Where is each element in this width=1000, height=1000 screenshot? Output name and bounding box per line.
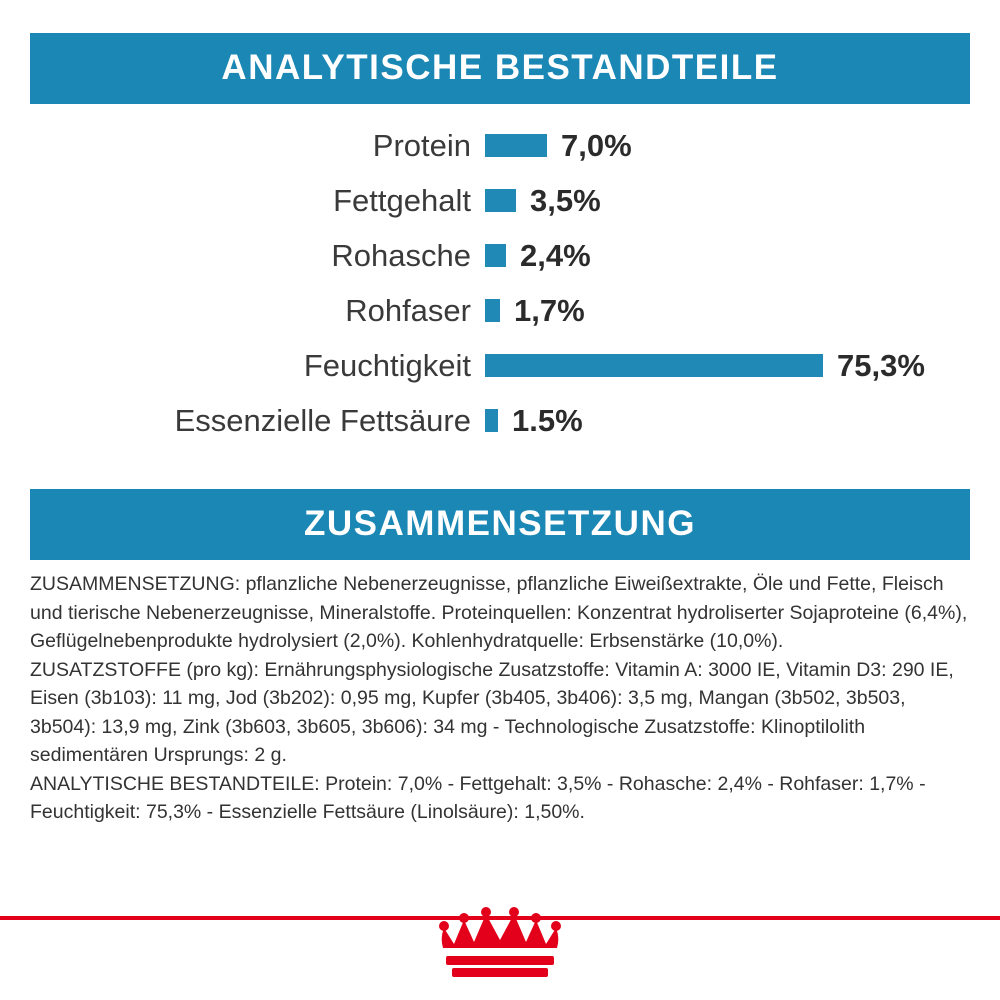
composition-paragraph: ZUSATZSTOFFE (pro kg): Ernährungsphysiologische Zusatzstoffe: Vitamin A: 3000 IE, Vitamin D3: 290 IE, Eisen (3b103): 11 mg, Jod (3b202): 0,95 mg, Kupfer (3b405, 3b406): 3,5 mg, Mangan (3b502, 3b503, 3b504): 13,9 mg, Zink (3b603, 3b605, 3b606): 34 mg - Technologische Zusatzstoffe: Klinoptilolith sedimentären Ursprungs: 2 g. xyxy=(30,658,954,766)
nutrient-value: 1.5% xyxy=(512,402,583,438)
nutrient-value: 3,5% xyxy=(530,182,601,218)
chart-row xyxy=(30,228,970,283)
chart-row xyxy=(30,338,970,393)
nutrient-value: 75,3% xyxy=(837,347,925,383)
composition-text xyxy=(30,570,970,827)
composition-header: ZUSAMMENSETZUNG xyxy=(30,489,970,560)
nutrient-bar xyxy=(485,354,823,377)
nutrient-bar-wrap xyxy=(485,238,591,274)
nutrient-value: 1,7% xyxy=(514,292,585,328)
nutrient-bar xyxy=(485,244,506,267)
chart-row xyxy=(30,118,970,173)
nutrient-label: Protein xyxy=(372,127,471,163)
nutrient-label: Fettgehalt xyxy=(333,182,471,218)
chart-row xyxy=(30,393,970,448)
royal-canin-crown-logo xyxy=(430,906,570,986)
analytical-constituents-chart xyxy=(30,118,970,448)
composition-paragraph: ANALYTISCHE BESTANDTEILE: Protein: 7,0% - Fettgehalt: 3,5% - Rohasche: 2,4% - Rohfaser: 1,7% - Feuchtigkeit: 75,3% - Essenzielle Fettsäure (Linolsäure): 1,50%. xyxy=(30,772,926,823)
nutrient-value: 2,4% xyxy=(520,237,591,273)
nutrient-bar xyxy=(485,409,498,432)
nutrient-value: 7,0% xyxy=(561,127,632,163)
nutrient-bar-wrap xyxy=(485,403,583,439)
nutrient-bar xyxy=(485,134,547,157)
nutrient-label: Rohfaser xyxy=(345,292,471,328)
nutrient-label: Feuchtigkeit xyxy=(303,347,471,383)
nutrient-bar xyxy=(485,299,500,322)
nutrient-bar-wrap xyxy=(485,183,601,219)
nutrient-bar-wrap xyxy=(485,293,585,329)
analytical-constituents-header: ANALYTISCHE BESTANDTEILE xyxy=(30,33,970,104)
nutrient-bar-wrap xyxy=(485,348,925,384)
nutrient-label: Rohasche xyxy=(331,237,471,273)
nutrient-label: Essenzielle Fettsäure xyxy=(174,402,471,438)
nutrient-bar-wrap xyxy=(485,128,632,164)
composition-paragraph: ZUSAMMENSETZUNG: pflanzliche Nebenerzeugnisse, pflanzliche Eiweißextrakte, Öle und Fette, Fleisch und tierische Nebenerzeugnisse, Mineralstoffe. Proteinquellen: Konzentrat hydroliserter Sojaproteine (6,4%), Geflügelnebenprodukte hydrolysiert (2,0%). Kohlenhydratquelle: Erbsenstärke (10,0%). xyxy=(30,573,968,652)
chart-row xyxy=(30,283,970,338)
chart-row xyxy=(30,173,970,228)
nutrient-bar xyxy=(485,189,516,212)
